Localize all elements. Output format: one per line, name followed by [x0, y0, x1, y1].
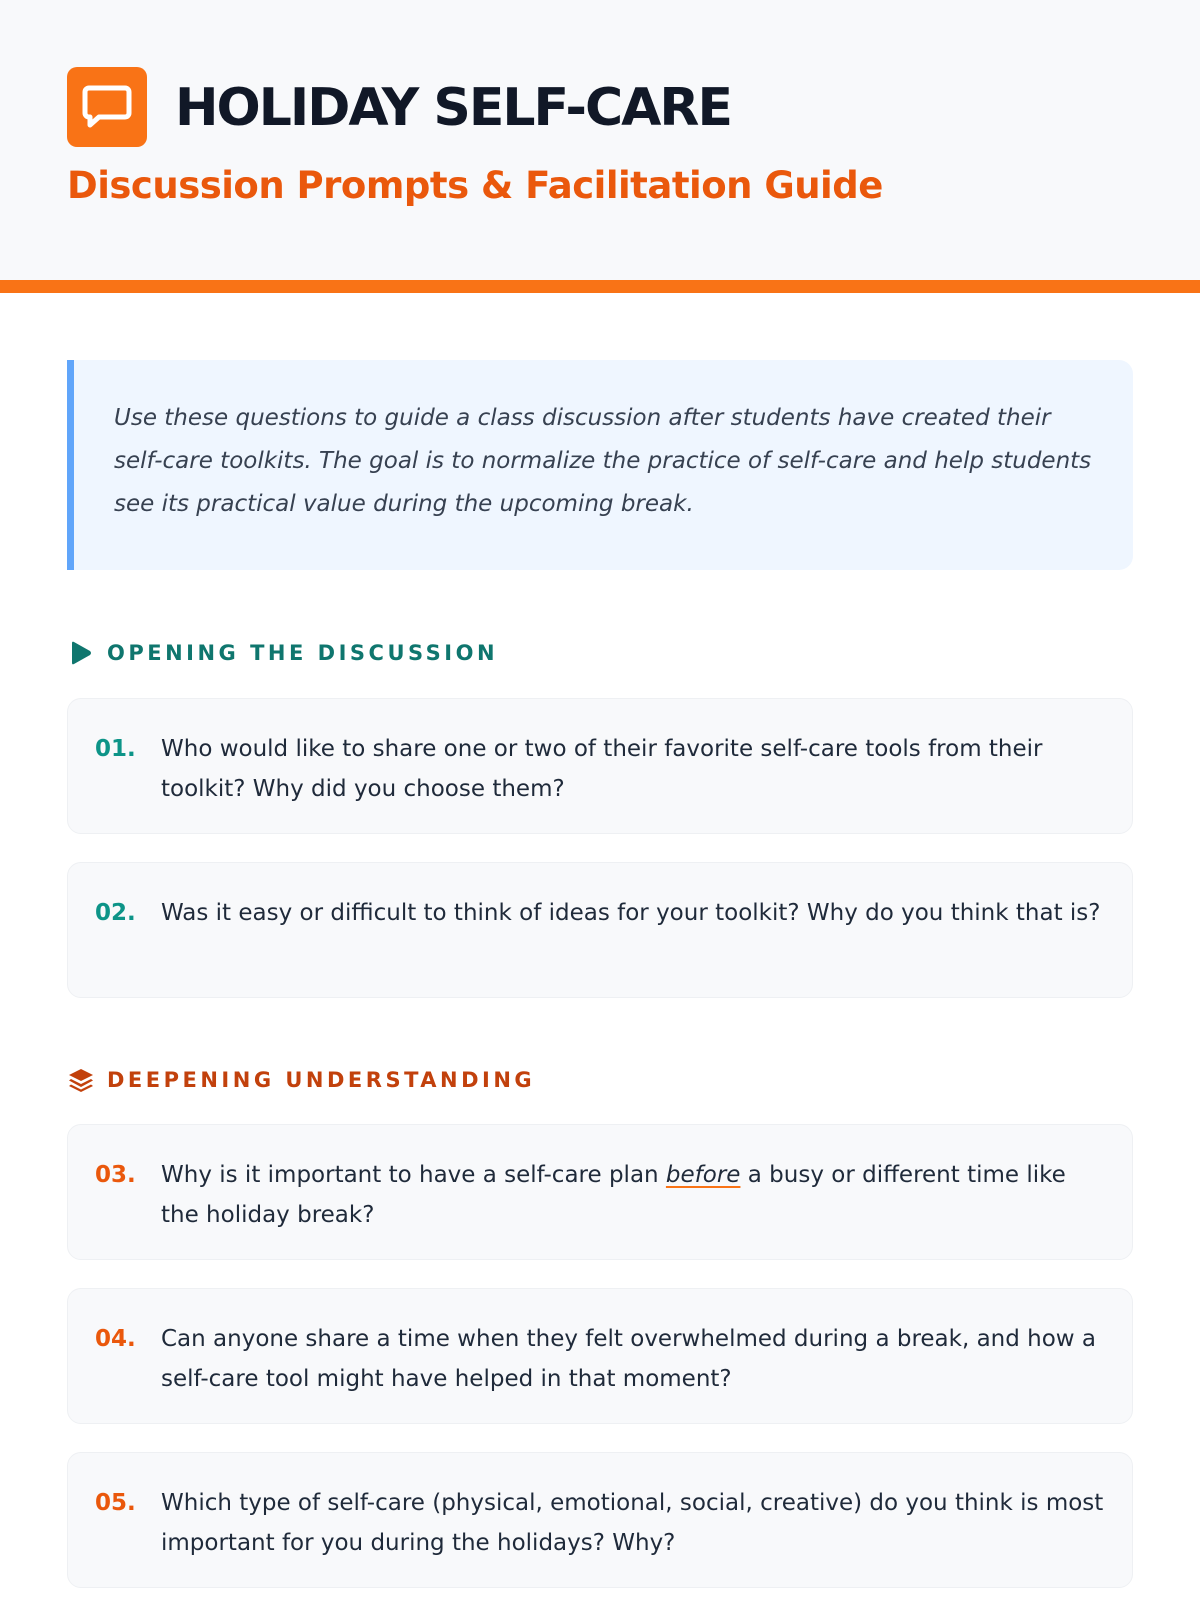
chat-bubble-icon: [67, 67, 147, 147]
page-title: HOLIDAY SELF-CARE: [175, 78, 731, 138]
prompt-number: 05.: [95, 1490, 136, 1516]
prompt-emphasis: before: [665, 1162, 741, 1188]
prompt-text: Can anyone share a time when they felt overwhelmed during a break, and how a self-care tool might have helped in that moment?: [161, 1326, 1097, 1392]
prompt-number: 03.: [95, 1162, 136, 1188]
prompt-text-after: a busy or different time like the holiday break?: [161, 1162, 1066, 1228]
prompt-card: [67, 862, 1133, 998]
prompt-text: Was it easy or difficult to think of ideas for your toolkit? Why do you think that is?: [161, 900, 1101, 926]
prompt-card: [67, 1124, 1133, 1260]
prompt-card: [67, 1288, 1133, 1424]
prompt-number: 01.: [95, 736, 136, 762]
layers-icon: [67, 1066, 95, 1094]
intro-callout: [67, 360, 1133, 570]
section-label: OPENING THE DISCUSSION: [107, 641, 499, 665]
intro-text: Use these questions to guide a class discussion after students have created their self-care toolkits. The goal is to normalize the practice of self-care and help students see its practical value during the upcoming break.: [114, 405, 1092, 517]
play-icon: [67, 639, 95, 667]
prompt-card: [67, 698, 1133, 834]
prompt-text-before: Why is it important to have a self-care plan: [161, 1162, 666, 1188]
prompt-number: 02.: [95, 900, 136, 926]
prompt-text: Which type of self-care (physical, emotional, social, creative) do you think is most important for you during the holidays? Why?: [161, 1490, 1104, 1556]
prompt-text: [161, 1155, 1106, 1235]
header-divider: [0, 280, 1200, 293]
prompt-card: [67, 1452, 1133, 1588]
section-heading-opening: [67, 638, 498, 668]
page-header: [0, 0, 1200, 280]
prompt-number: 04.: [95, 1326, 136, 1352]
section-heading-deepening: [67, 1065, 535, 1095]
page-subtitle: Discussion Prompts & Facilitation Guide: [67, 164, 883, 207]
prompt-text: Who would like to share one or two of their favorite self-care tools from their toolkit? Why did you choose them?: [161, 736, 1043, 802]
section-label: DEEPENING UNDERSTANDING: [107, 1068, 536, 1092]
